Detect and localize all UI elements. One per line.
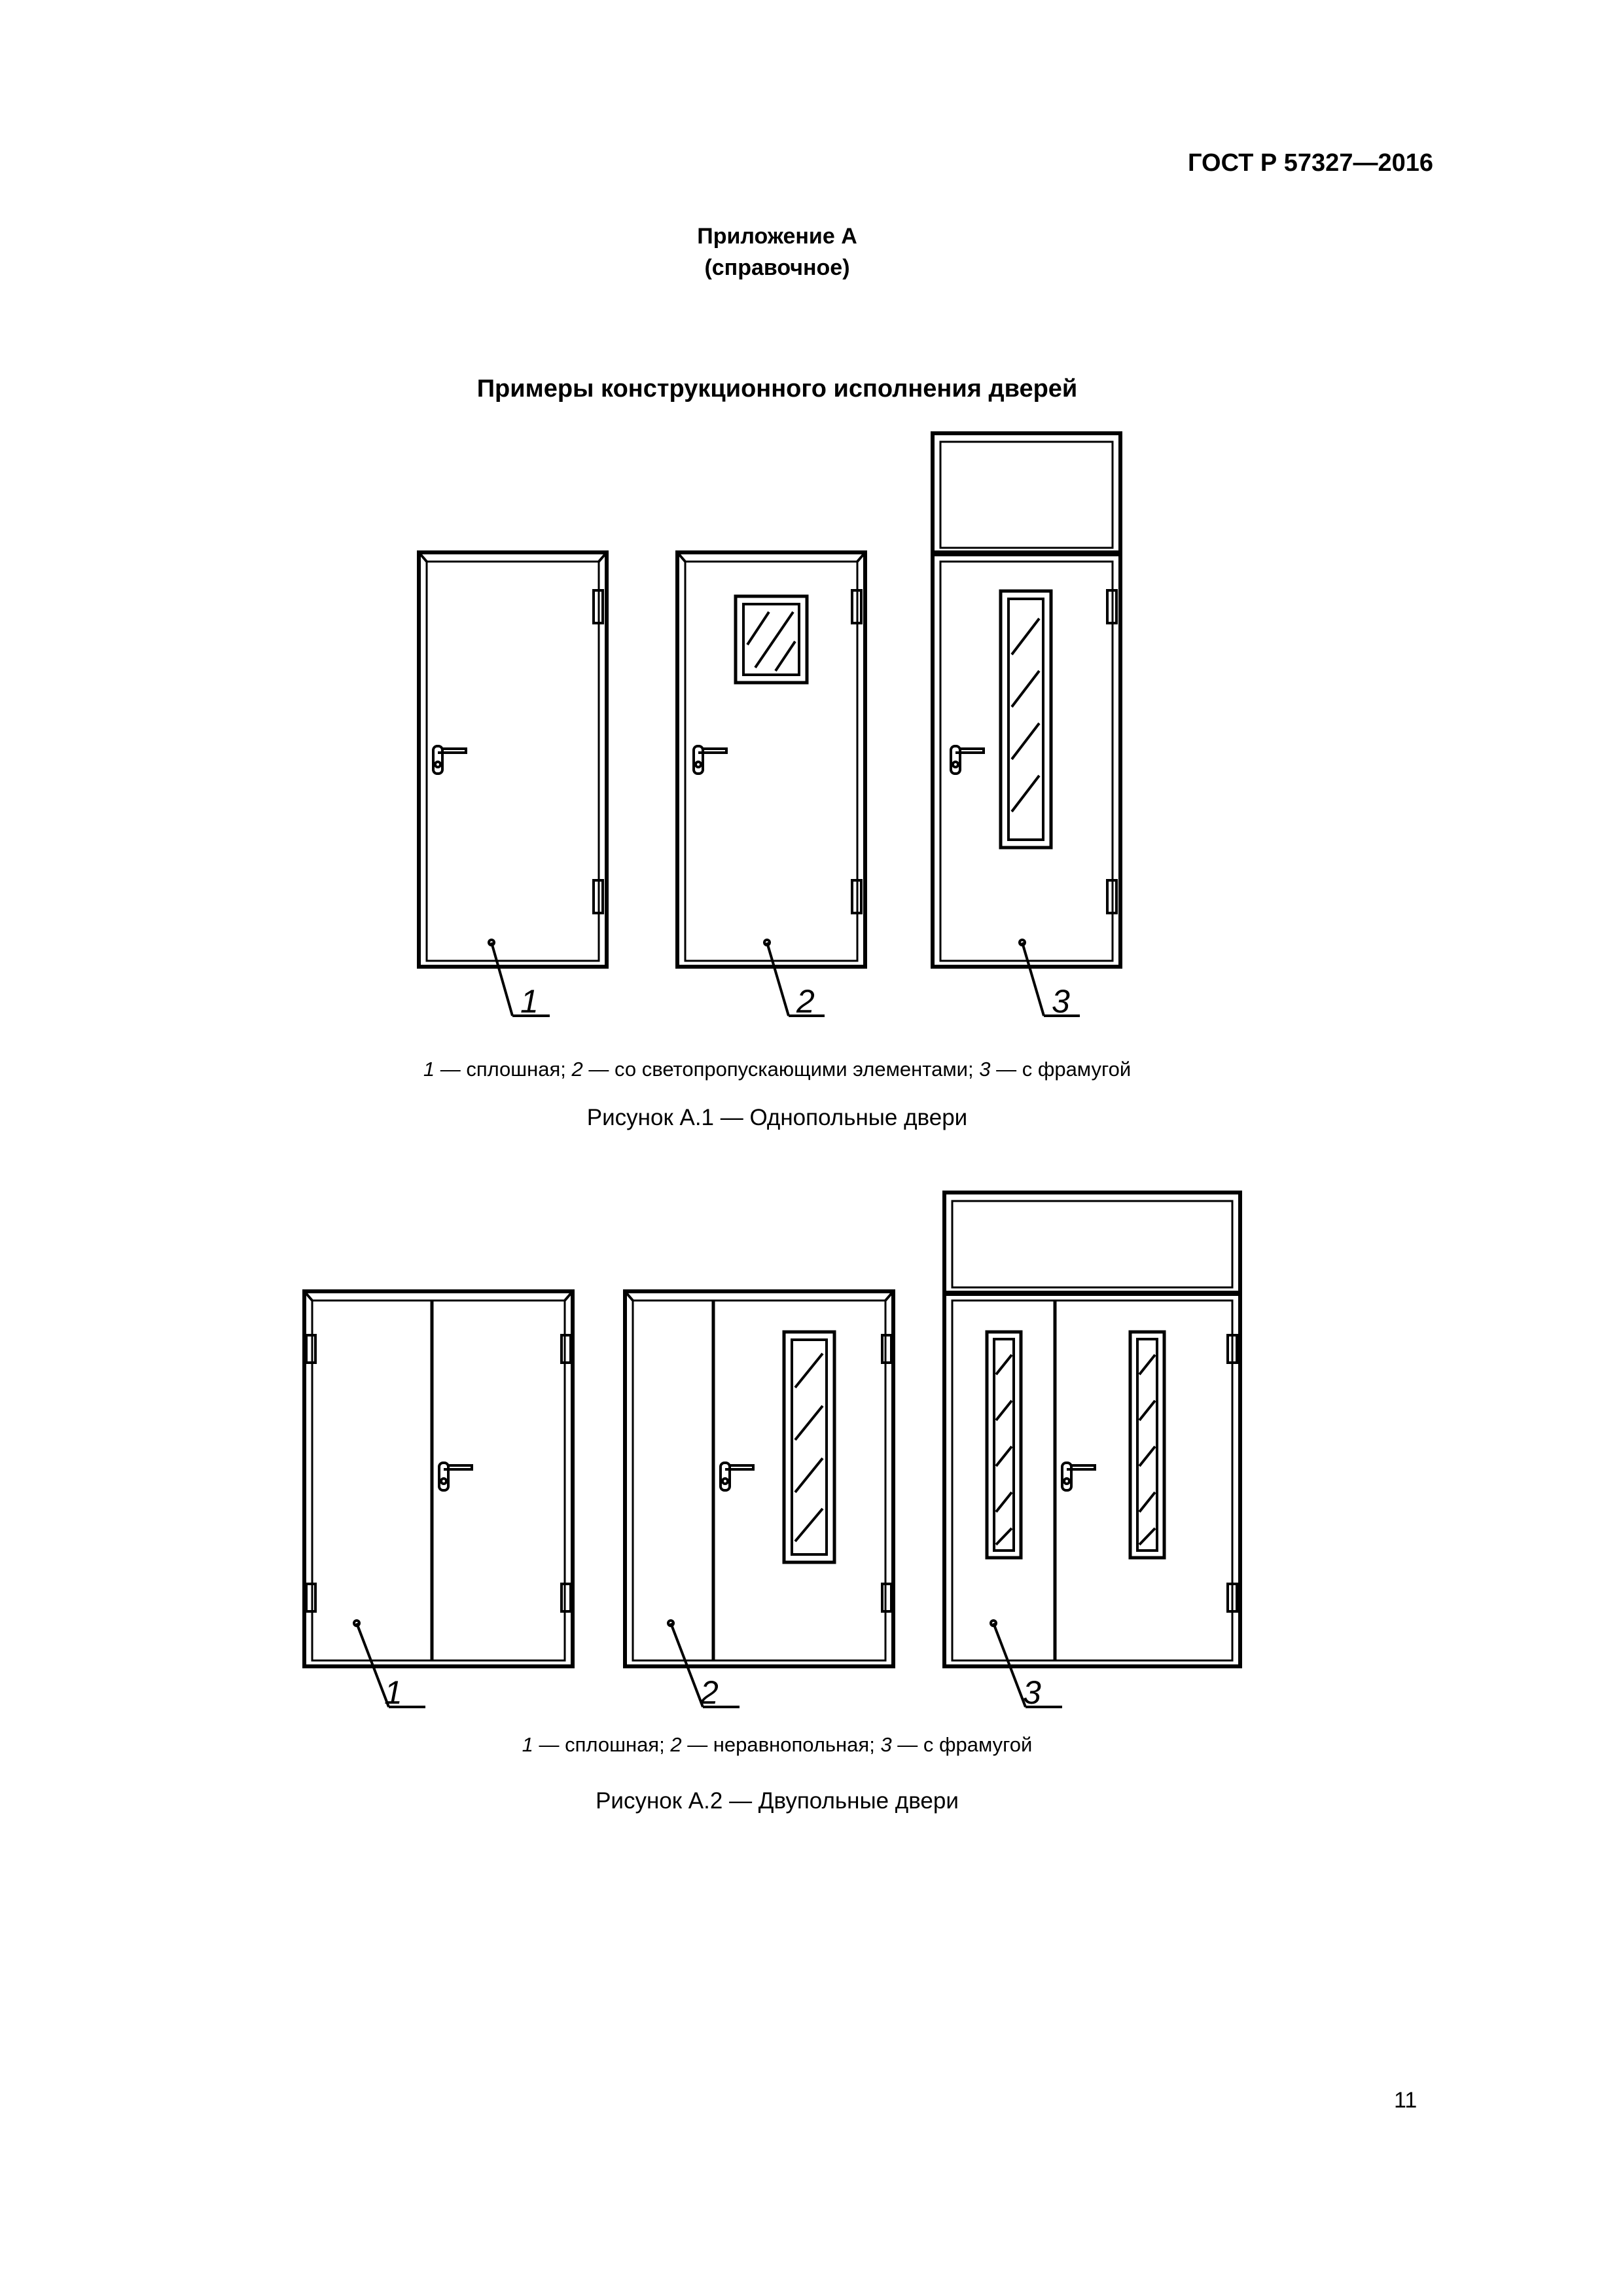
legend-text: — неравнопольная; (681, 1733, 881, 1756)
legend-text: — сплошная; (533, 1733, 671, 1756)
double-door-solid-drawing (304, 1291, 573, 1707)
fig2-label-2: 2 (700, 1674, 719, 1711)
fig2-label-3: 3 (1023, 1674, 1041, 1711)
single-door-glazed-drawing (677, 552, 865, 1016)
legend-text: — с фрамугой (891, 1733, 1033, 1756)
standard-number: ГОСТ Р 57327—2016 (1188, 149, 1433, 177)
legend-text: — со светопропускающими элементами; (582, 1058, 980, 1081)
fig2-label-1: 1 (384, 1674, 402, 1711)
legend-text: — сплошная; (435, 1058, 572, 1081)
page-number: 11 (1394, 2088, 1418, 2113)
section-heading: Примеры конструкционного исполнения дверей (476, 375, 1078, 403)
figure1-caption: Рисунок А.1 — Однопольные двери (586, 1105, 968, 1130)
legend-text: — с фрамугой (990, 1058, 1132, 1081)
fig1-label-2: 2 (796, 983, 815, 1020)
legend-number: 3 (979, 1058, 991, 1081)
appendix-subtitle: (справочное) (704, 255, 850, 280)
fig1-label-3: 3 (1052, 983, 1070, 1020)
figure1-legend (0, 1058, 1554, 1081)
legend-number: 2 (571, 1058, 583, 1081)
legend-number: 1 (522, 1733, 533, 1756)
figure2-legend (0, 1733, 1554, 1757)
fig1-label-1: 1 (520, 983, 539, 1020)
legend-number: 1 (423, 1058, 435, 1081)
double-door-unequal-drawing (625, 1291, 893, 1707)
single-door-solid-drawing (419, 552, 607, 1016)
single-door-transom-drawing (933, 433, 1120, 1016)
double-door-transom-drawing (944, 1193, 1240, 1707)
figure2-caption: Рисунок А.2 — Двупольные двери (596, 1788, 959, 1814)
appendix-title: Приложение А (697, 224, 857, 249)
legend-number: 2 (670, 1733, 682, 1756)
legend-number: 3 (880, 1733, 892, 1756)
